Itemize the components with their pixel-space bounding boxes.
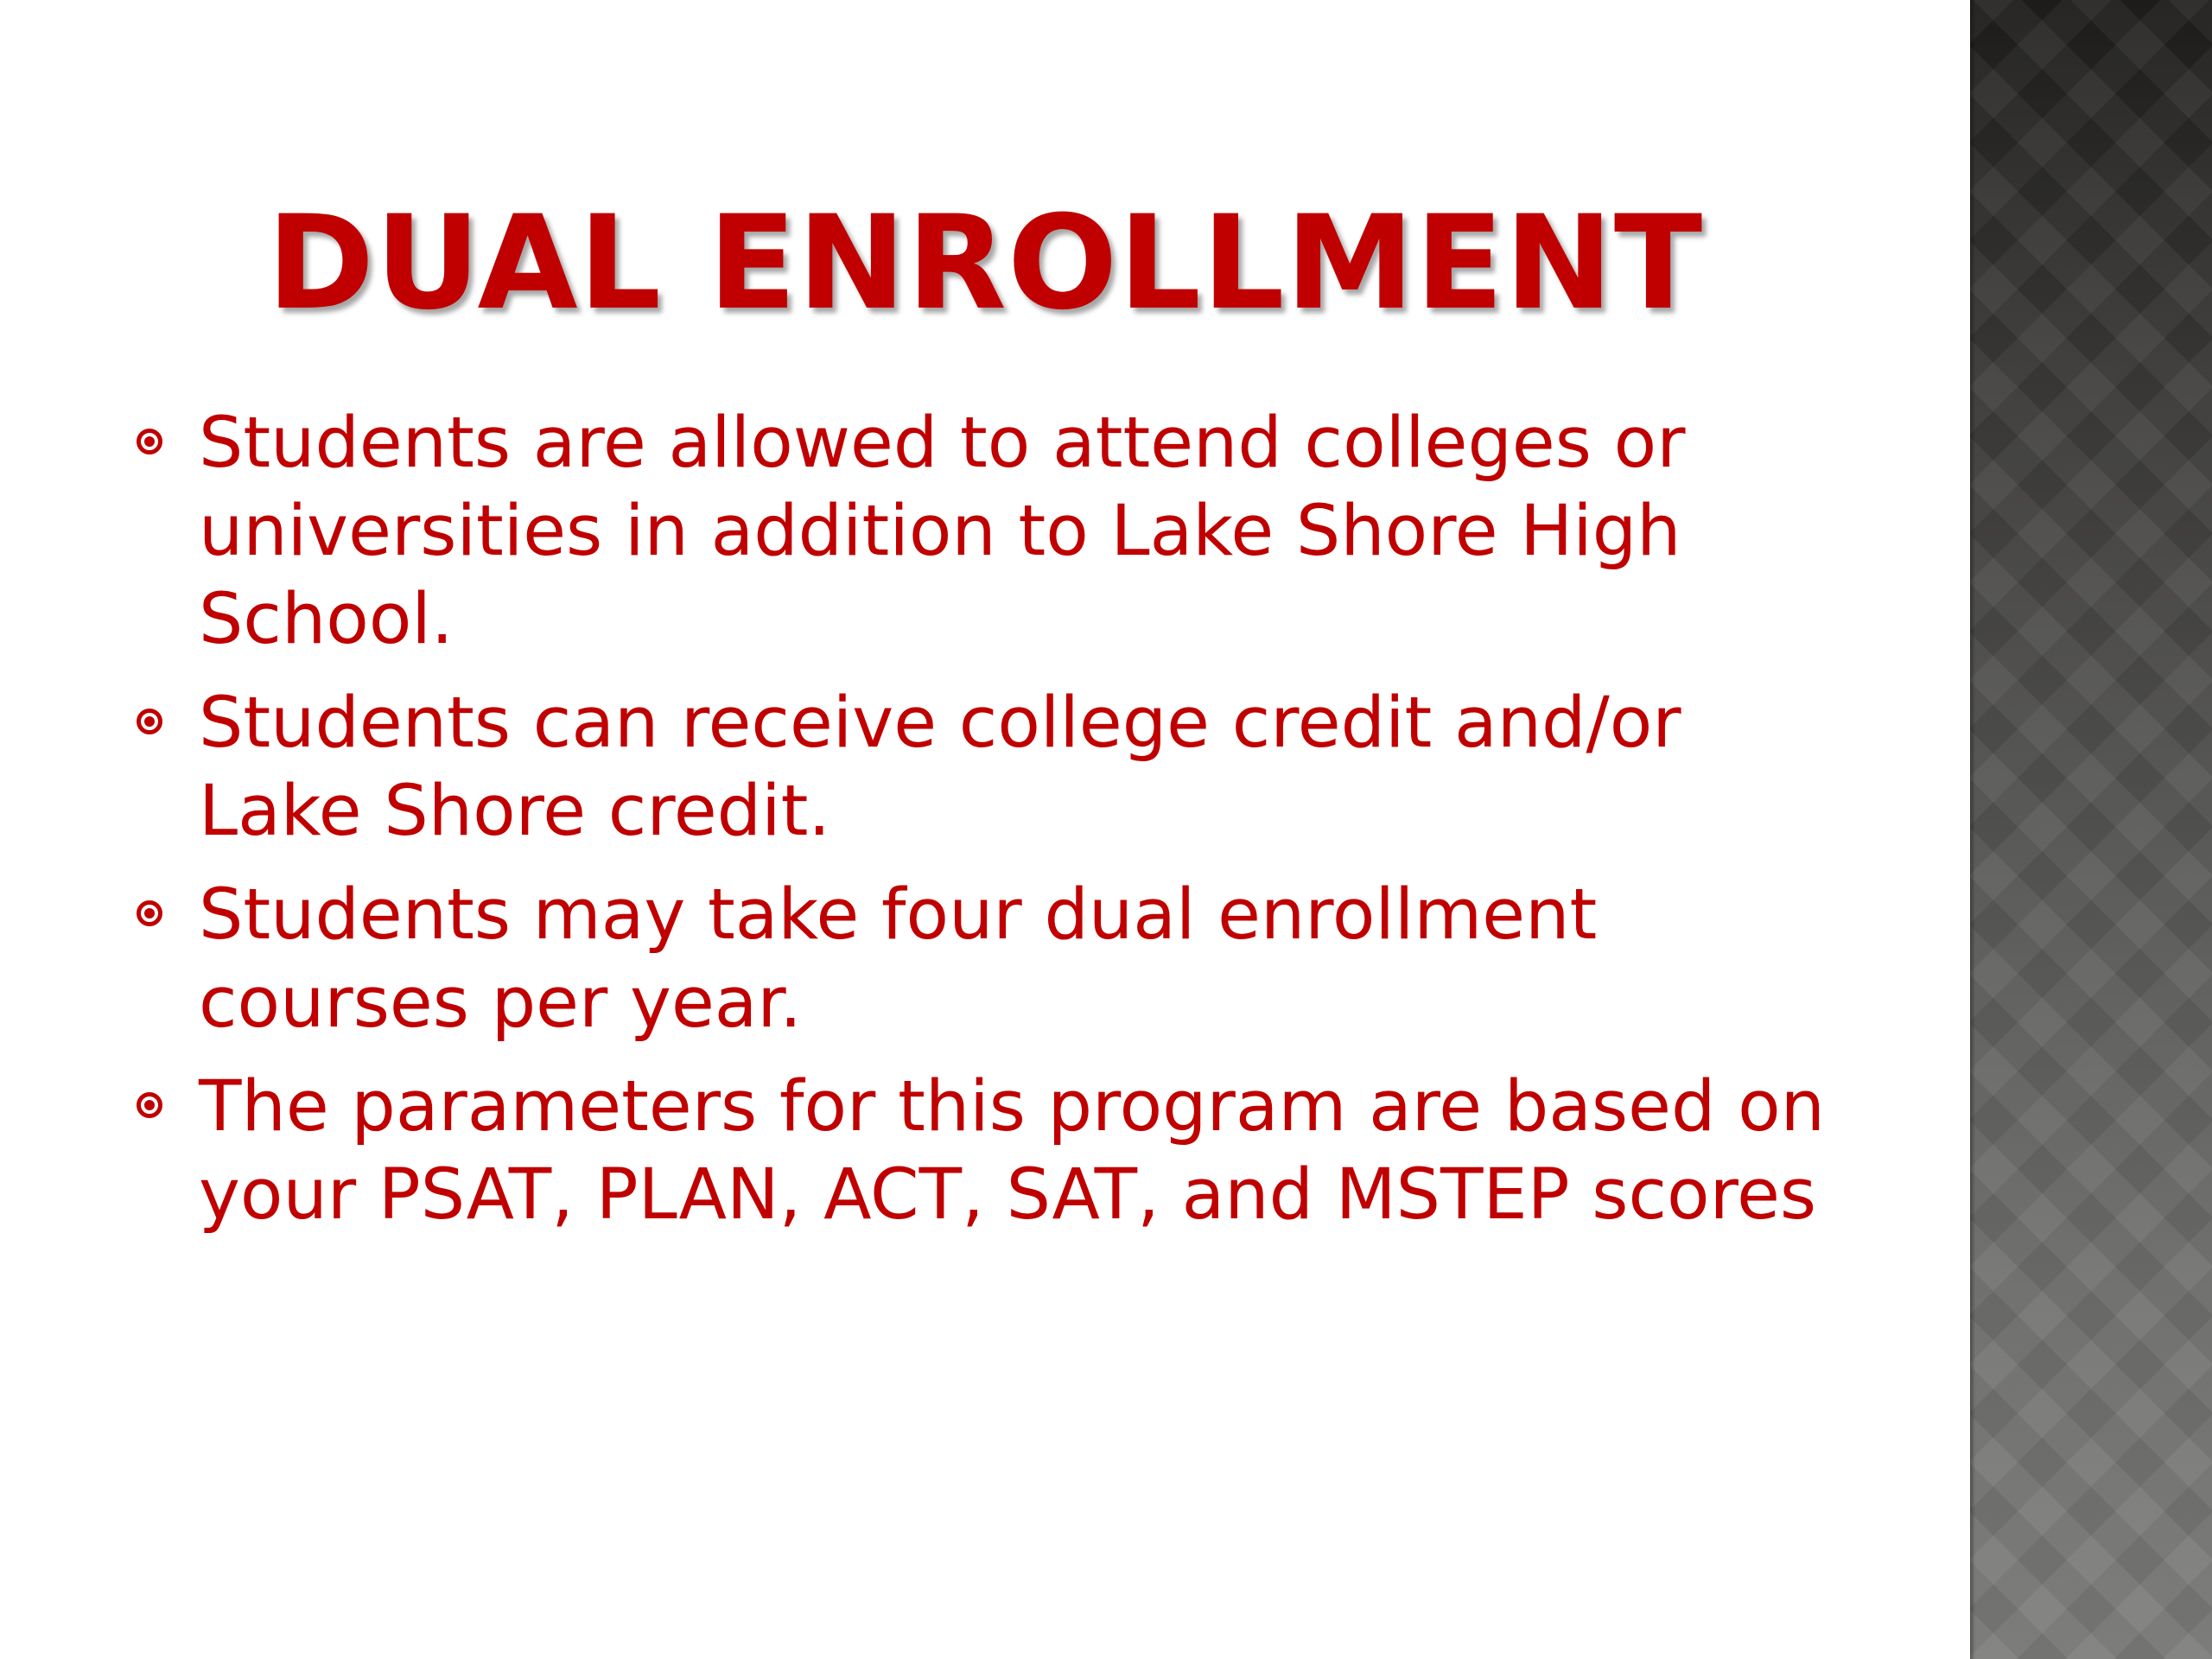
bullet-item <box>131 679 1859 855</box>
circled-dot-icon <box>137 429 162 454</box>
bullet-text: Students may take four dual enrollment courses per year. <box>199 874 1598 1044</box>
bullet-list <box>131 399 1859 1255</box>
bullet-text: Students can receive college credit and/or Lake Shore credit. <box>199 683 1681 852</box>
bullet-item <box>131 871 1859 1047</box>
bullet-text: The parameters for this program are based on your PSAT, PLAN, ACT, SAT, and MSTEP scores <box>199 1066 1826 1236</box>
circled-dot-icon <box>137 709 162 734</box>
bullet-item <box>131 399 1859 664</box>
circled-dot-icon <box>137 900 162 926</box>
bullet-item <box>131 1063 1859 1239</box>
bullet-text: Students are allowed to attend colleges or universities in addition to Lake Shore High School. <box>199 403 1686 660</box>
decorative-side-panel <box>1970 0 2212 1659</box>
slide-title: DUAL ENROLLMENT <box>266 188 1704 339</box>
circled-dot-icon <box>137 1092 162 1118</box>
